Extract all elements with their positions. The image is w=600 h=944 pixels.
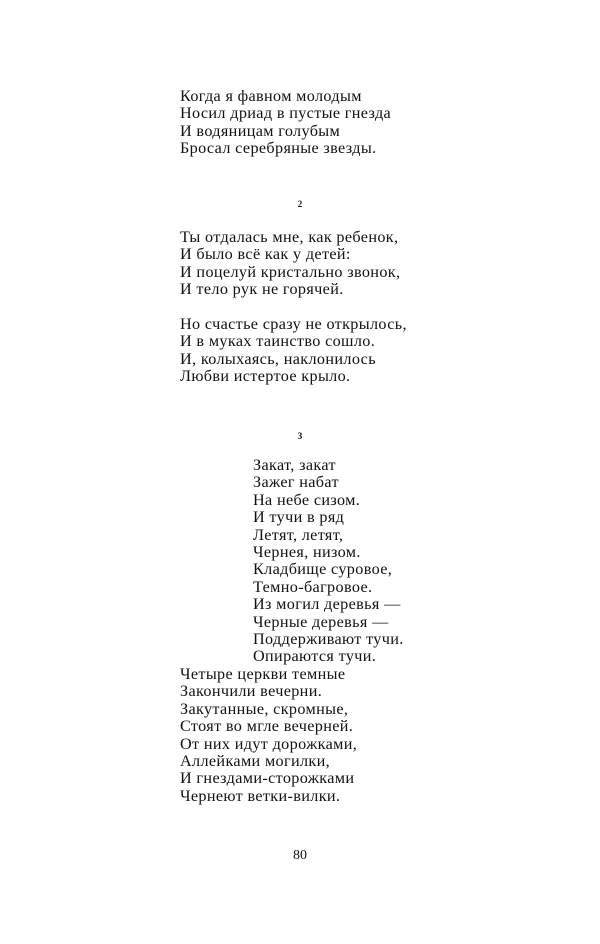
poem-stanza-3b bbox=[180, 666, 357, 805]
poem-line: Темно-багровое. bbox=[253, 577, 373, 596]
poem-line: Зажег набат bbox=[253, 473, 339, 492]
poem-line: Закончили вечерни. bbox=[180, 682, 323, 701]
page-number: 80 bbox=[293, 848, 307, 863]
poem-line: На небе сизом. bbox=[253, 490, 361, 509]
section-number-2: 2 bbox=[297, 199, 303, 209]
poem-line: Чернея, низом. bbox=[253, 543, 361, 562]
poem-line: Когда я фавном молодым bbox=[180, 87, 362, 105]
poem-stanza-2a bbox=[180, 229, 400, 299]
poem-line: Поддерживают тучи. bbox=[253, 630, 404, 649]
poem-line: Четыре церкви темные bbox=[180, 665, 346, 683]
poem-line: Закутанные, скромные, bbox=[180, 699, 349, 718]
poem-line: Бросал серебряные звезды. bbox=[180, 139, 377, 158]
poem-line: Ты отдалась мне, как ребенок, bbox=[180, 228, 399, 246]
poem-stanza-1 bbox=[180, 88, 391, 158]
poem-line: Опираются тучи. bbox=[253, 647, 377, 666]
poem-line: Чернеют ветки-вилки. bbox=[180, 786, 341, 805]
poem-line: Черные деревья — bbox=[253, 612, 389, 631]
poem-line: И тело рук не горячей. bbox=[180, 280, 344, 299]
poem-line: И в муках таинство сошло. bbox=[180, 332, 376, 351]
section-number-3: 3 bbox=[297, 431, 303, 441]
poem-line: Любви истертое крыло. bbox=[180, 367, 351, 386]
poem-line: Но счастье сразу не открылось, bbox=[180, 315, 407, 333]
poem-line: Из могил деревья — bbox=[253, 595, 401, 614]
poem-line: Стоят во мгле вечерней. bbox=[180, 717, 354, 736]
poem-line: Носил дриад в пустые гнезда bbox=[180, 104, 392, 123]
poem-line: И гнездами-сторожками bbox=[180, 769, 355, 788]
poem-line: И было всё как у детей: bbox=[180, 245, 351, 264]
poem-line: И водяницам голубым bbox=[180, 121, 341, 140]
poem-line: И, колыхаясь, наклонилось bbox=[180, 349, 376, 368]
poem-line: От них идут дорожками, bbox=[180, 734, 358, 753]
poem-stanza-3a bbox=[180, 457, 404, 666]
poem-line: Летят, летят, bbox=[253, 525, 344, 544]
poem-line: Аллейками могилки, bbox=[180, 752, 331, 771]
poem-line: И поцелуй кристально звонок, bbox=[180, 262, 401, 281]
poem-line: Закат, закат bbox=[253, 456, 336, 474]
poem-line: И тучи в ряд bbox=[253, 508, 345, 527]
poem-stanza-2b bbox=[180, 316, 407, 386]
poem-line: Кладбище суровое, bbox=[253, 560, 393, 579]
